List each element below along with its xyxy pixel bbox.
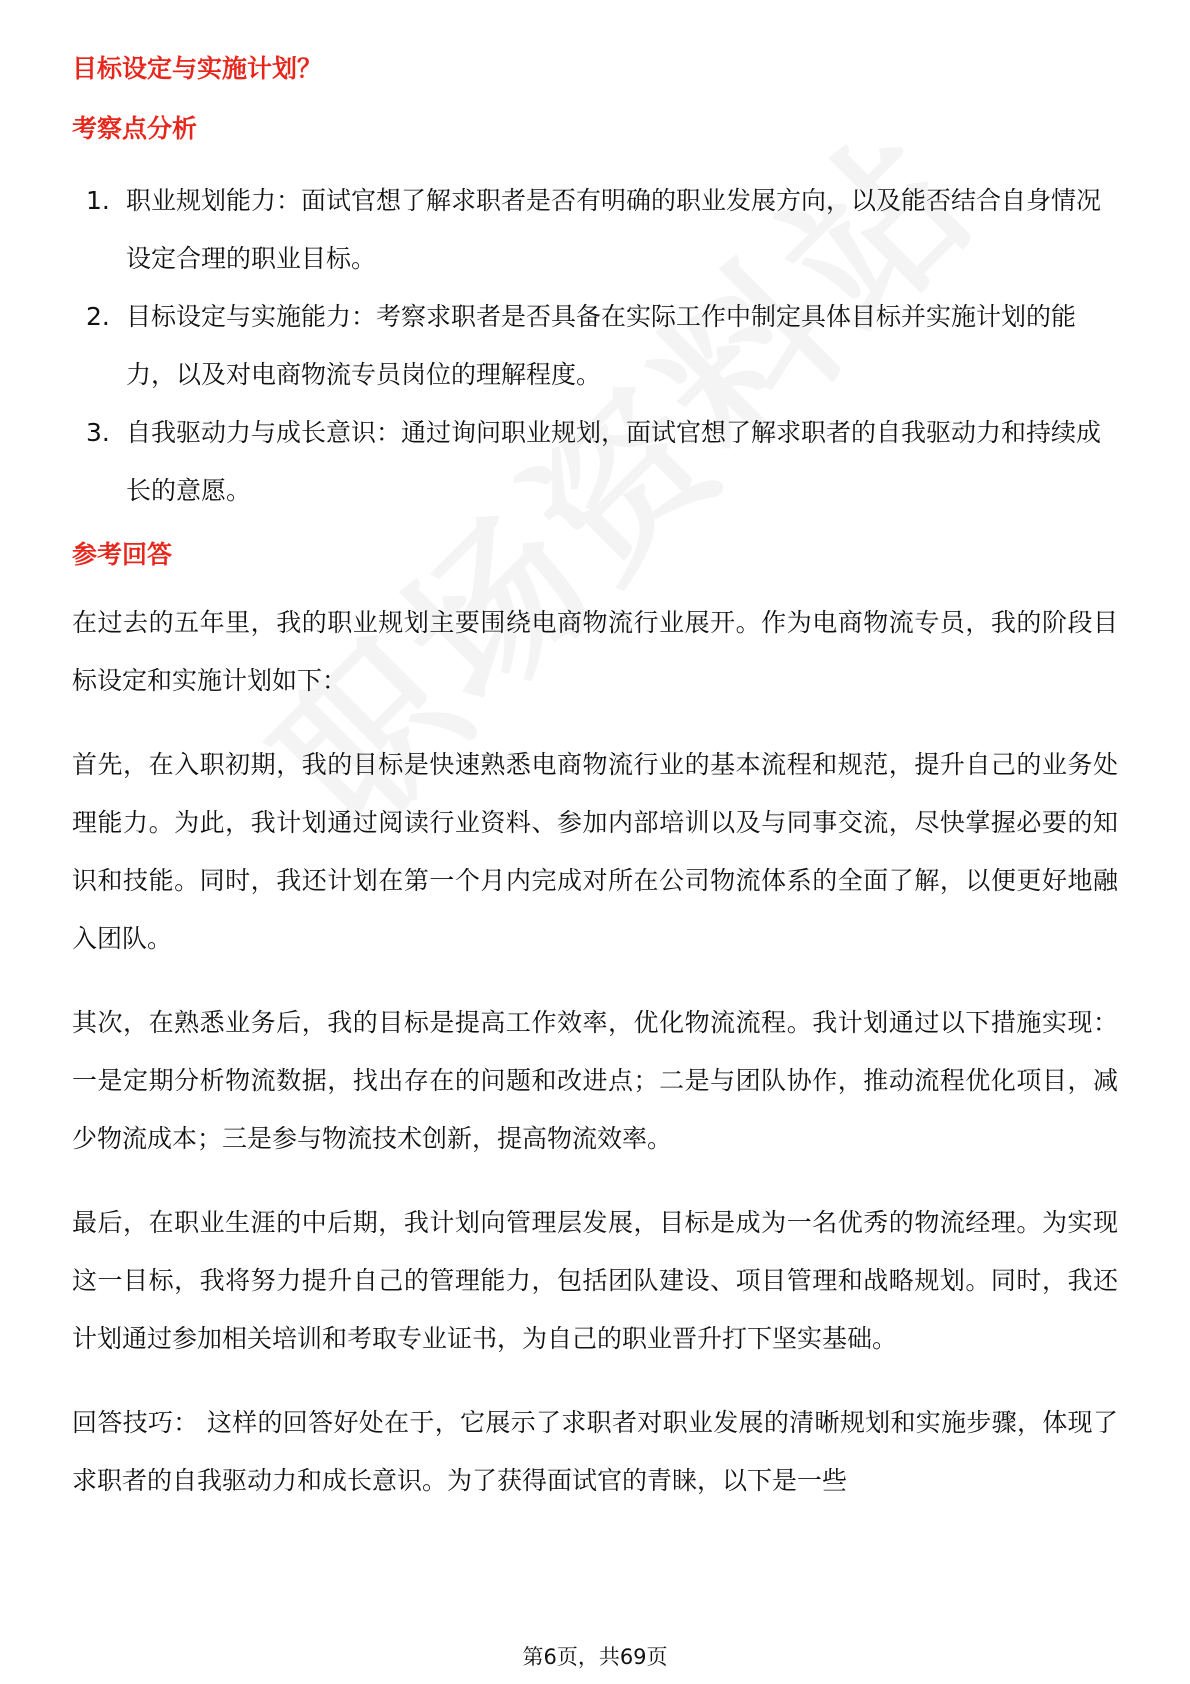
list-item	[72, 288, 1118, 404]
analysis-list	[72, 172, 1118, 520]
answer-paragraph: 首先，在入职初期，我的目标是快速熟悉电商物流行业的基本流程和规范，提升自己的业务处理能力。为此，我计划通过阅读行业资料、参加内部培训以及与同事交流，尽快掌握必要的知识和技能。同时，我还计划在第一个月内完成对所在公司物流体系的全面了解，以便更好地融入团队。	[72, 750, 1118, 953]
page-content	[72, 52, 1118, 1536]
list-number: 2.	[86, 302, 110, 331]
analysis-heading: 考察点分析	[72, 114, 198, 143]
list-text: 自我驱动力与成长意识：通过询问职业规划，面试官想了解求职者的自我驱动力和持续成长的意愿。	[126, 418, 1102, 505]
list-number: 3.	[86, 418, 110, 447]
answer-tips-paragraph: 回答技巧： 这样的回答好处在于，它展示了求职者对职业发展的清晰规划和实施步骤，体现了求职者的自我驱动力和成长意识。为了获得面试官的青睐，以下是一些	[72, 1408, 1118, 1495]
answer-paragraph: 其次，在熟悉业务后，我的目标是提高工作效率，优化物流流程。我计划通过以下措施实现：一是定期分析物流数据，找出存在的问题和改进点；二是与团队协作，推动流程优化项目，减少物流成本；三是参与物流技术创新，提高物流效率。	[72, 1008, 1118, 1153]
list-item	[72, 404, 1118, 520]
list-number: 1.	[86, 186, 110, 215]
list-item	[72, 172, 1118, 288]
answer-paragraph: 在过去的五年里，我的职业规划主要围绕电商物流行业展开。作为电商物流专员，我的阶段目标设定和实施计划如下：	[72, 608, 1118, 695]
question-title: 目标设定与实施计划？	[72, 54, 323, 83]
page-footer: 第6页，共69页	[522, 1645, 668, 1669]
list-text: 目标设定与实施能力：考察求职者是否具备在实际工作中制定具体目标并实施计划的能力，以及对电商物流专员岗位的理解程度。	[126, 302, 1077, 389]
list-text: 职业规划能力：面试官想了解求职者是否有明确的职业发展方向，以及能否结合自身情况设定合理的职业目标。	[126, 186, 1102, 273]
answer-heading: 参考回答	[72, 540, 173, 569]
answer-paragraph: 最后，在职业生涯的中后期，我计划向管理层发展，目标是成为一名优秀的物流经理。为实现这一目标，我将努力提升自己的管理能力，包括团队建设、项目管理和战略规划。同时，我还计划通过参加相关培训和考取专业证书，为自己的职业晋升打下坚实基础。	[72, 1208, 1118, 1353]
